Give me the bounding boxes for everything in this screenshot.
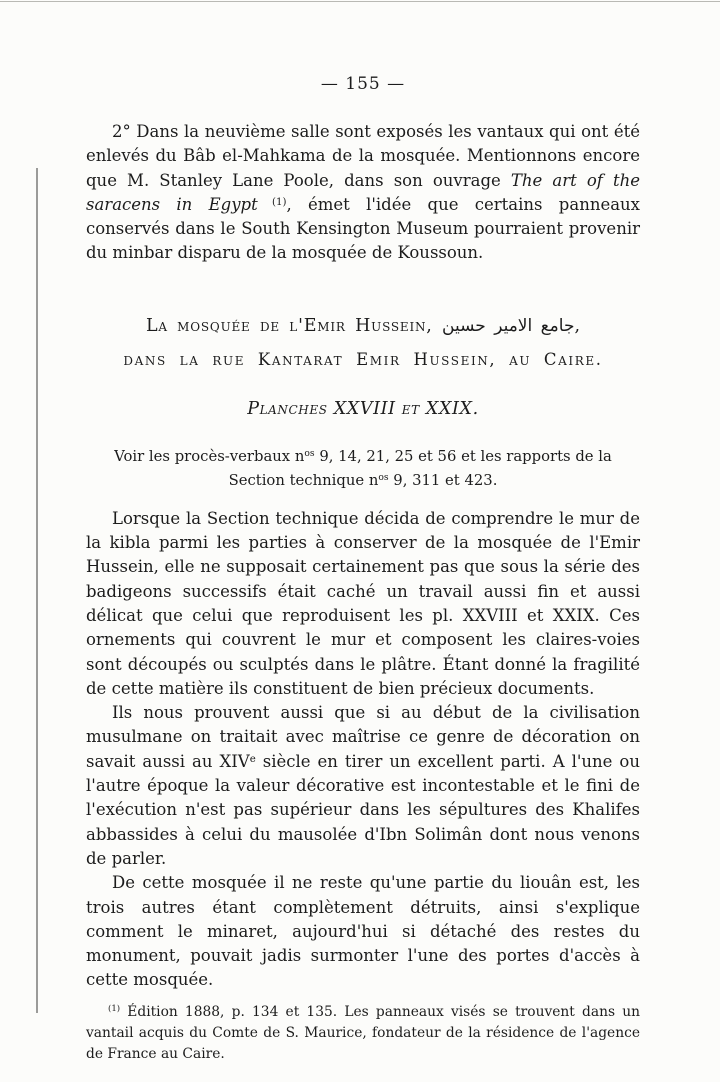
- section-heading: [86, 316, 640, 369]
- section-title-arabic: جامع الامير حسين: [442, 315, 575, 336]
- section-title-comma: ,: [574, 315, 581, 336]
- body-paragraph-1: Lorsque la Section technique décida de comprendre le mur de la kibla parmi les parties à conserver de la mosquée de l'Emir Hussein, elle ne supposait certainement pas que sous la série des badigeons successifs était caché un travail aussi fin et aussi délicat que celui que reproduisent les pl. XXVIII et XXIX. Ces ornements qui couvrent le mur et composent les claires-voies sont découpés ou sculptés dans le plâtre. Étant donné la fragilité de cette matière ils constituent de bien précieux documents.: [86, 508, 640, 698]
- intro-paragraph: 2° Dans la neuvième salle sont exposés les vantaux qui ont été enlevés du Bâb el-Mahkama de la mosquée. Mentionnons encore que M. Stanley Lane Poole, dans son ouvrage The art of the saracens in Egypt $^{(1)}$, émet l'idée que certains panneaux conservés dans le South Kensington Museum pourraient provenir du minbar disparu de la mosquée de Koussoun.: [86, 122, 640, 263]
- reference-note: Voir les procès-verbaux $n^{os}$ 9, 14, 21, 25 et 56 et les rapports de la Section technique $n^{os}$ 9, 311 et 423.: [114, 447, 612, 489]
- body-paragraph-3: De cette mosquée il ne reste qu'une partie du liouân est, les trois autres étant complètement détruits, ainsi s'explique comment le minaret, aujourd'hui si détaché des restes du monument, pouvait jadis surmonter l'une des portes d'accès à cette mosquée.: [86, 873, 640, 990]
- section-title-french: La mosquée de l'Emir Hussein,: [145, 315, 433, 336]
- body-text: [86, 507, 640, 993]
- planches-heading: Planches XXVIII et XXIX.: [247, 398, 479, 419]
- footnote: $^{(1)}$ Édition 1888, p. 134 et 135. Les panneaux visés se trouvent dans un vantail acquis du Comte de S. Maurice, fondateur de la résidence de l'agence de France au Caire.: [86, 1003, 640, 1062]
- section-title-line-2: dans la rue Kantarat Emir Hussein, au Caire.: [123, 349, 603, 369]
- page-number: — 155 —: [320, 74, 406, 94]
- section-title-line-1: [86, 316, 640, 336]
- scan-artifact-top-line: [0, 1, 720, 2]
- scan-artifact-left-line: [36, 168, 38, 1013]
- body-paragraph-2: Ils nous prouvent aussi que si au début de la civilisation musulmane on traitait avec maîtrise ce genre de décoration on savait aussi au XIVe siècle en tirer un excellent parti. A l'une ou l'autre époque la valeur décorative est incontestable et le fini de l'exécution n'est pas supérieur dans les sépultures des Khalifes abbassides à celui du mausolée d'Ibn Solimân dont nous venons de parler.: [86, 703, 640, 868]
